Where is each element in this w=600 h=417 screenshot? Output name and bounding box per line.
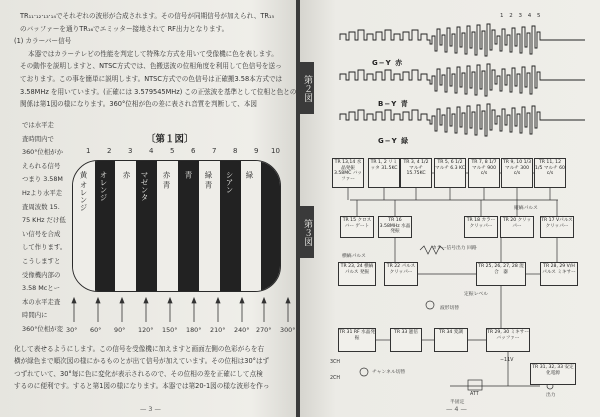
bar-number: 2 bbox=[107, 147, 112, 155]
channel-switch bbox=[360, 368, 368, 376]
intro-line: 本器ではカラーテレビの性能を判定して特殊な方式を用いて受像機に色を表します。 bbox=[28, 49, 278, 58]
bar-number: 6 bbox=[191, 147, 196, 155]
side-line: 360°位相がか bbox=[22, 148, 63, 157]
phase-arrow-head bbox=[192, 298, 196, 303]
block-tr5: TR 7, 8 1/7 マルチ 900 c/s bbox=[468, 158, 500, 188]
block-tr17: TR 17 Vパルス クリッパー bbox=[540, 216, 574, 238]
bar-number: 9 bbox=[254, 147, 259, 155]
phase-degree: 270° bbox=[256, 326, 272, 334]
closing-line: するのに便利です。すると第1図の様になります。本器では第20-1図の様な波形を作っ bbox=[14, 382, 270, 391]
left-page bbox=[0, 0, 296, 417]
color-bar-label: 黄 オレンジ bbox=[79, 171, 88, 211]
color-bar-label: オレンジ bbox=[99, 171, 108, 201]
closing-line: つずれていて、30°毎に色に変化が表示されるので、その位相の差を正確にして点検 bbox=[14, 369, 263, 378]
side-line: こうしますと bbox=[22, 257, 61, 265]
side-line: い信号を合成 bbox=[22, 229, 61, 238]
figure-1-title: 〔第１図〕 bbox=[146, 134, 194, 145]
wave-step-numbers: 1 2 3 4 5 bbox=[500, 13, 543, 19]
phase-degree: 120° bbox=[138, 326, 154, 334]
waveform-g-y-red bbox=[340, 24, 585, 56]
block-tr31: TR 31 RF 水晶発振 bbox=[338, 328, 376, 352]
phase-degree: 210° bbox=[210, 326, 226, 334]
block-tr35: TR 29, 30 ミキサー バッファー bbox=[486, 328, 530, 352]
wave-select-switch bbox=[426, 301, 434, 309]
phase-degree: 90° bbox=[114, 326, 126, 334]
color-bar-label: マゼンタ bbox=[140, 171, 149, 201]
output-label: −11V bbox=[500, 358, 514, 363]
side-line: では水平走 bbox=[22, 121, 54, 129]
phase-arrow-head bbox=[144, 298, 148, 303]
color-bar-label: 緑 bbox=[245, 171, 254, 179]
output-label: 出力 bbox=[546, 393, 556, 398]
waveform-diagram bbox=[300, 0, 600, 417]
phase-degree: 30° bbox=[66, 326, 78, 334]
side-line: 本の水平走査 bbox=[22, 297, 61, 306]
bar-number: 5 bbox=[170, 147, 175, 155]
bar-number: 1 bbox=[86, 147, 91, 155]
block-tr29: TR 28, 29 V/Hパルス ミキサー bbox=[540, 262, 578, 286]
wave-label-red: G−Y 赤 bbox=[372, 59, 404, 67]
wave-label-green: G−Y 緑 bbox=[378, 137, 410, 145]
phase-arrow-head bbox=[240, 298, 244, 303]
diagram-label: カラー信号出力 回路 bbox=[432, 246, 477, 251]
power-supply-box bbox=[530, 363, 576, 385]
page-number-right: — 4 — bbox=[446, 405, 467, 413]
figure-3-tab: 第３図 bbox=[300, 206, 314, 258]
phase-arrow-head bbox=[262, 298, 266, 303]
bar-number: 3 bbox=[128, 147, 133, 155]
closing-line: 化して表せるようにします。この信号を受像機に加えますと画面左側の色彩がらを右 bbox=[14, 345, 265, 353]
diagram-label: 波形切替 bbox=[440, 306, 460, 311]
diagram-label: 定振レベル bbox=[464, 292, 488, 297]
phase-arrow-head bbox=[216, 298, 220, 303]
intro-line: その動作を説明しますと、NTSC方式では、色搬送波の位相角度を利用して色信号を送っ bbox=[20, 62, 282, 71]
block-tr1: TR 13,14 水晶発振 3.58MC バッファー bbox=[332, 158, 364, 188]
side-line: 受像機内部の bbox=[22, 270, 61, 279]
color-bar-label: シアン bbox=[225, 171, 234, 194]
block-tr25: TR 25, 26, 27, 28 混 合 器 bbox=[476, 262, 526, 286]
bar-number: 8 bbox=[233, 147, 238, 155]
side-line: 75 KHz だけ低 bbox=[22, 216, 66, 225]
block-tr6: TR 9, 10 1/3 マルチ 300 c/s bbox=[501, 158, 533, 188]
side-line: Hzより水平走 bbox=[22, 189, 63, 197]
waveform-b-y-blue bbox=[340, 64, 585, 96]
phase-degree: 150° bbox=[162, 326, 178, 334]
phase-arrow-head bbox=[168, 298, 172, 303]
intro-line: (1) カラーバー信号 bbox=[14, 37, 72, 46]
phase-arrow-head bbox=[286, 298, 290, 303]
intro-line: 関係は第1図の様になります。360°位相が色の差に表され音質を判断して、本図 bbox=[20, 100, 258, 109]
color-bar-label: 青 bbox=[184, 171, 193, 179]
figure-2-tab: 第２図 bbox=[300, 62, 314, 114]
right-page bbox=[300, 0, 600, 417]
block-tr16: TR 16 3.58MHz 水晶発振 bbox=[378, 216, 412, 238]
block-tr20: TR 20 クリッパー bbox=[500, 216, 534, 238]
bar-number: 4 bbox=[149, 147, 154, 155]
block-tr34: TR 34 変調 bbox=[434, 328, 468, 352]
phase-arrow-head bbox=[96, 298, 100, 303]
wave-label-blue: B−Y 青 bbox=[378, 100, 409, 108]
side-line: 査時間内で bbox=[22, 134, 54, 143]
phase-degree: 300° bbox=[280, 326, 296, 334]
bar-number: 7 bbox=[212, 147, 217, 155]
color-bar-label: 赤 bbox=[122, 171, 131, 179]
output-label: 3CH bbox=[330, 360, 341, 365]
page-number-left: — 3 — bbox=[140, 405, 161, 413]
bar-number: 10 bbox=[271, 147, 280, 155]
closing-line: 横が緑色まで順次図の様にかるものとが出て信号が加えています。その位相は30°はず bbox=[14, 357, 270, 366]
intro-line: 3.58MHz を用いています。(正確には 3.579545MHz) この正弦波を基準として位相と色との bbox=[20, 87, 296, 96]
phase-arrow-head bbox=[120, 298, 124, 303]
side-line: えられる信号 bbox=[22, 161, 61, 170]
output-label: ATT bbox=[470, 392, 479, 397]
output-label: 2CH bbox=[330, 376, 341, 381]
phase-arrow-head bbox=[72, 298, 76, 303]
block-tr2: TR 1, 2 リミッタ 31.5KC bbox=[368, 158, 400, 188]
block-tr21: TR 23, 24 横縞パルス 発振 bbox=[338, 262, 376, 286]
block-tr7: TR 11, 12 1/5 マルチ 60 c/s bbox=[534, 158, 566, 188]
phase-degree: 60° bbox=[90, 326, 102, 334]
diagram-label: 横縞パルス bbox=[342, 254, 366, 259]
intro-line: TR₁₁·₁₂·₁₃·₁₄でそれぞれの波形が合成されます。その信号が同期信号が加えられ、TR₁₅ bbox=[20, 12, 275, 20]
phase-arrows bbox=[0, 0, 296, 417]
phase-degree: 180° bbox=[186, 326, 202, 334]
block-tr33: TR 33 逓倍 bbox=[390, 328, 422, 352]
intro-line: のバッファーを通りTR₁₆でエミッター接地されて RF出力となります。 bbox=[20, 24, 229, 33]
side-line: つまり 3.58M bbox=[22, 175, 63, 184]
side-line: 査周波数 15. bbox=[22, 202, 60, 211]
block-tr22: TR 22 パルス クリッパー bbox=[384, 262, 418, 286]
block-tr18: TR 18 カラー クリッパー bbox=[464, 216, 498, 238]
waveform-g-y-green bbox=[340, 104, 585, 136]
block-tr15: TR 15 クロスバー ゲート bbox=[340, 216, 374, 238]
intro-line: ております。この事を簡単に説明します。NTSC方式での色信号は正確搬3.58本方式では bbox=[20, 75, 283, 83]
side-line: 3.58 Mcとー bbox=[22, 284, 61, 293]
power-supply-label: TR 31, 32, 33 安定化電源 bbox=[532, 365, 574, 376]
output-label: チャンネル切替 bbox=[372, 370, 406, 375]
output-label: 半固定 bbox=[450, 400, 465, 405]
color-bar-label: 赤 青 bbox=[162, 171, 171, 189]
side-line: 360°位相が変 bbox=[22, 325, 63, 333]
diagram-label: 縦縞パルス bbox=[514, 206, 538, 211]
side-line: 時間内に bbox=[22, 311, 48, 320]
attenuator-symbol bbox=[468, 380, 482, 390]
side-line: して作ります。 bbox=[22, 243, 67, 252]
phase-degree: 240° bbox=[234, 326, 250, 334]
block-tr3: TR 3, 4 1/2 マルチ 15.75KC bbox=[400, 158, 432, 188]
color-bar-label: 緑 青 bbox=[204, 171, 213, 189]
block-tr4: TR 5, 6 1/2 マルチ 6.3 KC bbox=[434, 158, 466, 188]
